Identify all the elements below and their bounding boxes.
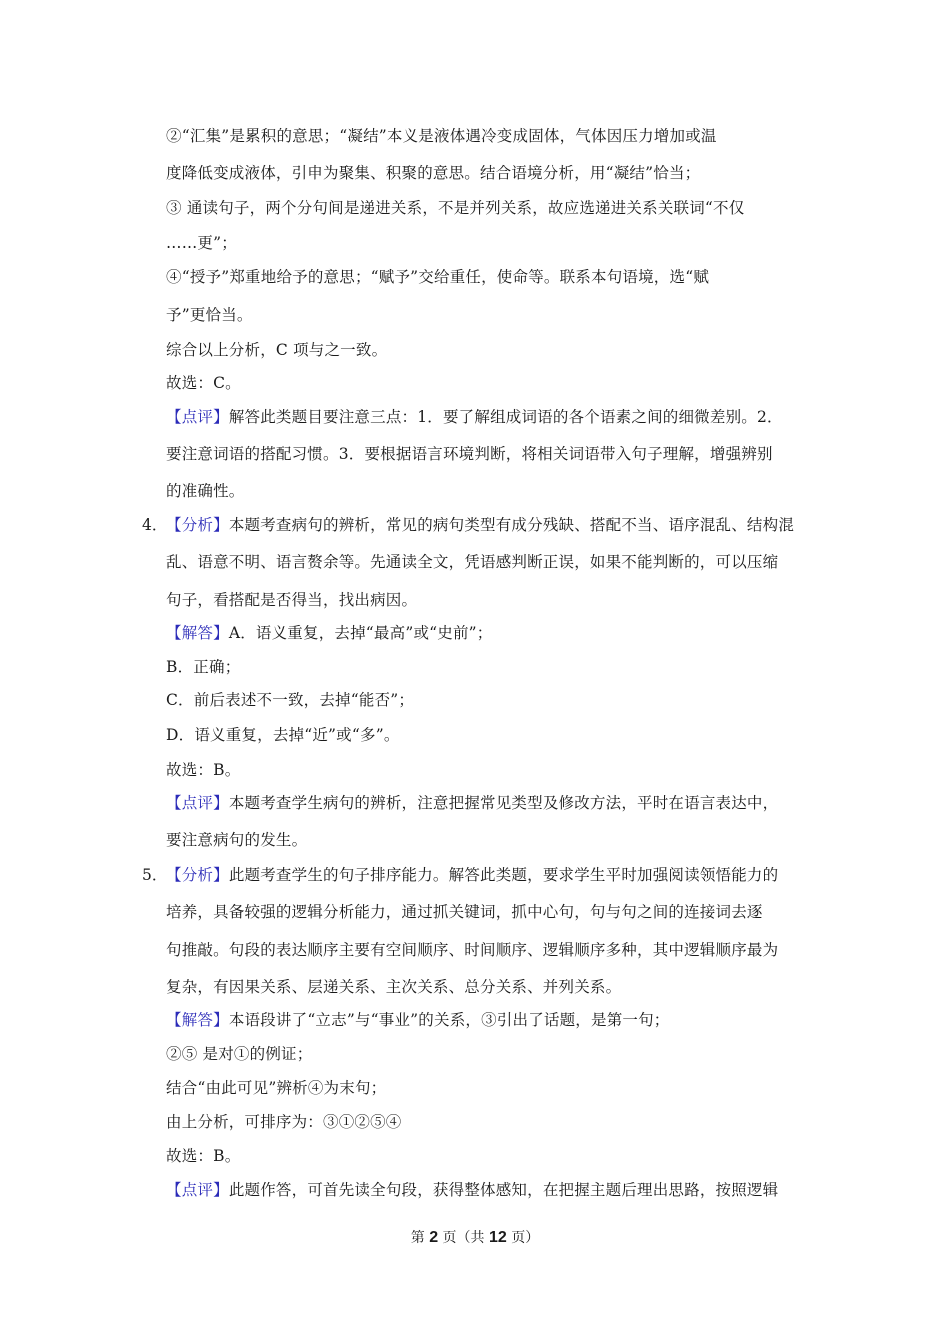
text-line xyxy=(166,267,709,287)
line-text: 培养，具备较强的逻辑分析能力，通过抓关键词，抓中心句，句与句之间的连接词去逐 xyxy=(166,903,763,921)
line-text: 复杂，有因果关系、层递关系、主次关系、总分关系、并列关系。 xyxy=(166,978,622,996)
footer-total-pages: 12 xyxy=(489,1229,507,1246)
text-line xyxy=(166,865,778,885)
line-text: 此题考查学生的句子排序能力。解答此类题，要求学生平时加强阅读领悟能力的 xyxy=(228,866,779,884)
text-line xyxy=(166,481,245,501)
question-number: 5． xyxy=(142,866,168,884)
text-line xyxy=(166,126,717,146)
text-line xyxy=(166,444,773,464)
line-text: ②⑤ 是对①的例证； xyxy=(166,1045,313,1063)
section-tag: 【点评】 xyxy=(166,794,229,812)
text-line xyxy=(166,657,240,677)
line-text: ③ 通读句子，两个分句间是递进关系，不是并列关系，故应选递进关系关联词“不仅 xyxy=(166,199,745,217)
line-text: 乱、语意不明、语言赘余等。先通读全文，凭语感判断正误，如果不能判断的，可以压缩 xyxy=(166,553,779,571)
footer-page-number: 2 xyxy=(429,1229,439,1246)
line-text: 综合以上分析，C 项与之一致。 xyxy=(166,341,388,359)
footer-prefix: 第 xyxy=(410,1230,425,1246)
line-text: 故选：B。 xyxy=(166,761,241,779)
line-text: A．语义重复，去掉“最高”或“史前”； xyxy=(228,624,493,642)
line-text: 句子，看搭配是否得当，找出病因。 xyxy=(166,591,418,609)
text-line xyxy=(166,623,493,643)
text-line xyxy=(166,305,253,325)
text-line xyxy=(166,793,778,813)
text-line xyxy=(166,198,744,218)
line-text: 由上分析，可排序为：③①②⑤④ xyxy=(166,1113,402,1131)
line-text: C．前后表述不一致，去掉“能否”； xyxy=(166,691,415,709)
line-text: 予”更恰当。 xyxy=(166,306,253,324)
text-line xyxy=(166,1146,240,1166)
text-line xyxy=(166,940,778,960)
text-line xyxy=(166,373,241,393)
section-tag: 【点评】 xyxy=(166,408,229,426)
page-footer xyxy=(0,1228,950,1248)
text-line xyxy=(166,163,700,183)
line-text: 此题作答，可首先读全句段，获得整体感知，在把握主题后理出思路，按照逻辑 xyxy=(228,1181,779,1199)
footer-middle: 页（共 xyxy=(442,1230,485,1246)
text-line xyxy=(166,725,400,745)
text-line xyxy=(166,760,240,780)
text-line xyxy=(166,1112,402,1132)
line-text: 的准确性。 xyxy=(166,482,245,500)
text-line xyxy=(166,1180,778,1200)
text-line xyxy=(166,690,414,710)
footer-suffix: 页） xyxy=(511,1230,540,1246)
text-line xyxy=(166,515,794,535)
text-line xyxy=(166,590,417,610)
text-line xyxy=(166,1044,312,1064)
line-text: 本题考查学生病句的辨析，注意把握常见类型及修改方法，平时在语言表达中， xyxy=(228,794,779,812)
line-text: B．正确； xyxy=(166,658,241,676)
text-line xyxy=(166,233,237,253)
line-text: D．语义重复，去掉“近”或“多”。 xyxy=(166,726,400,744)
text-line xyxy=(166,830,307,850)
line-text: 解答此类题目要注意三点：1．要了解组成词语的各个语素之间的细微差别。2． xyxy=(228,408,783,426)
line-text: 句推敲。句段的表达顺序主要有空间顺序、时间顺序、逻辑顺序多种，其中逻辑顺序最为 xyxy=(166,941,779,959)
line-text: 要注意词语的搭配习惯。3．要根据语言环境判断，将相关词语带入句子理解，增强辨别 xyxy=(166,445,773,463)
line-text: 故选：C。 xyxy=(166,374,241,392)
line-text: 度降低变成液体，引申为聚集、积聚的意思。结合语境分析，用“凝结”恰当； xyxy=(166,164,701,182)
section-tag: 【解答】 xyxy=(166,1011,229,1029)
line-text: 故选：B。 xyxy=(166,1147,241,1165)
line-text: ④“授予”郑重地给予的意思；“赋予”交给重任，使命等。联系本句语境，选“赋 xyxy=(166,268,710,286)
line-text: 本题考查病句的辨析，常见的病句类型有成分残缺、搭配不当、语序混乱、结构混 xyxy=(228,516,795,534)
section-tag: 【分析】 xyxy=(166,866,229,884)
line-text: ……更”； xyxy=(166,234,237,252)
line-text: 结合“由此可见”辨析④为末句； xyxy=(166,1079,387,1097)
text-line xyxy=(166,552,778,572)
question-number: 4． xyxy=(142,516,168,534)
text-line xyxy=(166,340,387,360)
section-tag: 【点评】 xyxy=(166,1181,229,1199)
line-text: 本语段讲了“立志”与“事业”的关系，③引出了话题，是第一句； xyxy=(228,1011,670,1029)
section-tag: 【分析】 xyxy=(166,516,229,534)
text-line xyxy=(166,902,763,922)
section-tag: 【解答】 xyxy=(166,624,229,642)
text-line xyxy=(166,1010,670,1030)
text-line xyxy=(166,1078,386,1098)
text-line xyxy=(166,977,621,997)
line-text: 要注意病句的发生。 xyxy=(166,831,308,849)
line-text: ②“汇集”是累积的意思；“凝结”本义是液体遇冷变成固体，气体因压力增加或温 xyxy=(166,127,717,145)
text-line xyxy=(166,407,783,427)
